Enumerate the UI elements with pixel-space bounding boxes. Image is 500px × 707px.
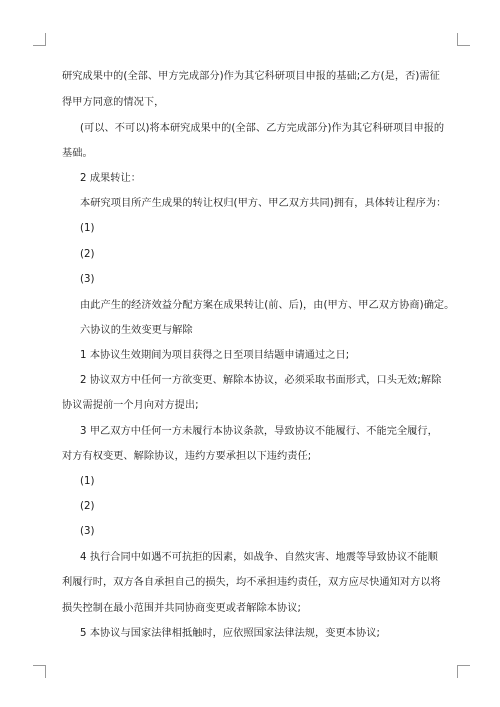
list-item: (2) xyxy=(80,501,95,512)
text-line: 损失控制在最小范围并共同协商变更或者解除本协议; xyxy=(62,603,301,614)
text-line: 3 甲乙双方中任何一方未履行本协议条款，导致协议不能履行、不能完全履行， xyxy=(80,426,438,437)
crop-mark-top-left xyxy=(33,33,46,46)
text-line: 基础。 xyxy=(62,148,93,159)
section-heading: 2 成果转让： xyxy=(80,173,142,184)
crop-mark-bottom-right xyxy=(457,665,470,678)
crop-mark-bottom-left xyxy=(33,665,46,678)
text-line: (可以、不可以)将本研究成果中的(全部、乙方完成部分)作为其它科研项目申报的 xyxy=(80,123,445,134)
list-item: (1) xyxy=(80,223,95,234)
text-line: 得甲方同意的情况下， xyxy=(62,97,165,108)
list-item: (2) xyxy=(80,249,95,260)
section-heading: 六协议的生效变更与解除 xyxy=(80,325,193,336)
text-line: 5 本协议与国家法律相抵触时，应依照国家法律法规，变更本协议; xyxy=(80,628,380,639)
text-line: 由此产生的经济效益分配方案在成果转让(前、后)，由(甲方、甲乙双方协商)确定。 xyxy=(80,300,455,311)
text-line: 1 本协议生效期间为项目获得之日至项目结题申请通过之日; xyxy=(80,350,350,361)
text-line: 对方有权变更、解除协议，违约方要承担以下违约责任; xyxy=(62,451,312,462)
list-item: (3) xyxy=(80,526,95,537)
text-line: 利履行时，双方各自承担自己的损失，均不承担违约责任，双方应尽快通知对方以将 xyxy=(62,577,441,588)
list-item: (3) xyxy=(80,274,95,285)
text-line: 研究成果中的(全部、甲方完成部分)作为其它科研项目申报的基础;乙方(是，否)需征 xyxy=(62,71,440,82)
text-line: 4 执行合同中如遇不可抗拒的因素，如战争、自然灾害、地震等导致协议不能顺 xyxy=(80,552,438,563)
text-line: 协议需提前一个月向对方提出; xyxy=(62,400,199,411)
crop-mark-top-right xyxy=(457,33,470,46)
text-line: 2 协议双方中任何一方欲变更、解除本协议，必须采取书面形式，口头无效;解除 xyxy=(80,375,442,386)
text-line: 本研究项目所产生成果的转让权归(甲方、甲乙双方共同)拥有，具体转让程序为： xyxy=(80,198,447,209)
list-item: (1) xyxy=(80,476,95,487)
